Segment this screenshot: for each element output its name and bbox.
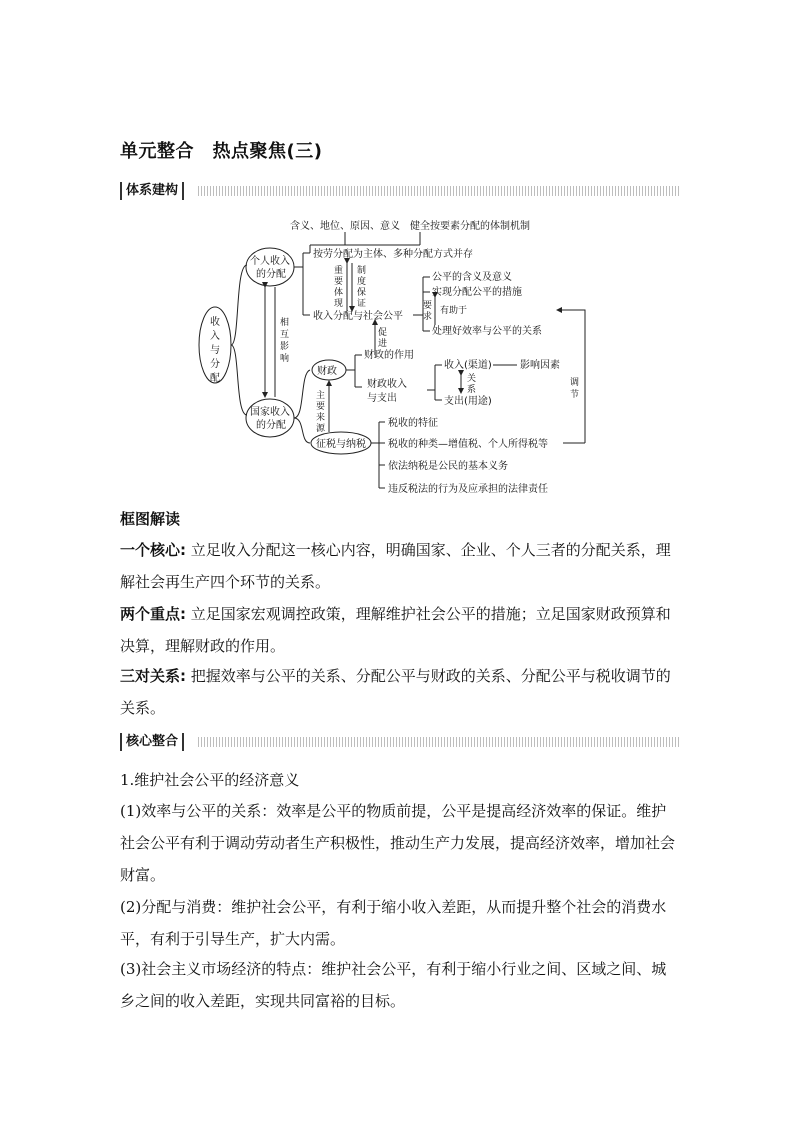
banner-stripe [198,737,680,747]
mutual-label: 相互影响 [280,318,290,364]
paragraph-relations [120,660,680,724]
income-text: 收入(渠道) [444,360,492,371]
fair-item-1: 公平的含义及意义 [432,272,512,283]
tax-item-2: 税收的种类—增值税、个人所得税等 [388,439,548,450]
focus-label: 两个重点: [120,605,186,623]
relations-label: 三对关系: [120,667,186,685]
node-personal-label: 个人收入的分配 [250,256,290,280]
frame-title: 框图解读 [120,510,181,528]
focus-text: 立足国家宏观调控政策，理解维护社会公平的措施；立足国家财政预算和决算，理解财政的作用。 [120,605,671,655]
relation-label: 关系 [467,374,477,395]
concept-map [195,215,595,500]
lab-dist-text: 按劳分配为主体、多种分配方式并存 [313,249,473,260]
section-heading: 1.维护社会公平的经济意义 [120,771,300,789]
node-national-label: 国家收入的分配 [250,407,290,431]
section-banner-core [120,733,680,751]
tax-item-1: 税收的特征 [388,418,438,429]
fin-role-text: 财政的作用 [364,350,414,361]
banner-label: 体系建构 [120,182,184,200]
fair-item-3: 处理好效率与公平的关系 [432,326,542,337]
fairness-text: 收入分配与社会公平 [313,311,403,322]
factors-text: 影响因素 [520,360,560,371]
expend-text: 支出(用途) [444,396,492,407]
point-2: (2)分配与消费：维护社会公平，有利于缩小收入差距，从而提升整个社会的消费水平，有利于引导生产，扩大内需。 [120,898,667,948]
point-3: (3)社会主义市场经济的特点：维护社会公平，有利于缩小行业之间、区域之间、城乡之间的收入差距，实现共同富裕的目标。 [120,960,667,1010]
finance-label: 财政 [317,366,337,377]
adjust-label: 调节 [570,378,580,400]
fin-io-text: 财政收入与支出 [367,379,407,404]
core-text: 立足收入分配这一核心内容，明确国家、企业、个人三者的分配关系，理解社会再生产四个环节的关系。 [120,541,671,591]
tax-item-4: 违反税法的行为及应承担的法律责任 [388,484,548,495]
guarantee-label: 制度保证 [357,266,367,309]
node-personal [246,248,294,286]
tax-item-3: 依法纳税是公民的基本义务 [388,461,508,472]
node-root-label: 收入与分配 [210,317,220,384]
section-banner-system [120,182,680,200]
banner-label: 核心整合 [120,733,184,751]
tax-label: 征税与纳税 [316,439,366,450]
node-national [246,399,294,437]
paragraph-focus [120,598,680,662]
top-line-text: 含义、地位、原因、意义 健全按要素分配的体制机制 [290,221,530,232]
paragraph-core [120,534,680,598]
important-label: 重要体现 [334,266,344,309]
promote-label: 促进 [378,328,388,349]
main-source-label: 主要来源 [316,391,326,434]
require-label: 要求 [423,301,433,322]
fair-item-2: 实现分配公平的措施 [432,287,522,298]
banner-stripe [198,186,680,196]
page-title: 单元整合 热点聚焦(三) [120,141,323,162]
relations-text: 把握效率与公平的关系、分配公平与财政的关系、分配公平与税收调节的关系。 [120,667,671,717]
helps-label: 有助于 [440,306,468,316]
core-label: 一个核心: [120,541,186,559]
point-1: (1)效率与公平的关系：效率是公平的物质前提，公平是提高经济效率的保证。维护社会公平有利于调动劳动者生产积极性，推动生产力发展，提高经济效率，增加社会财富。 [120,802,676,884]
